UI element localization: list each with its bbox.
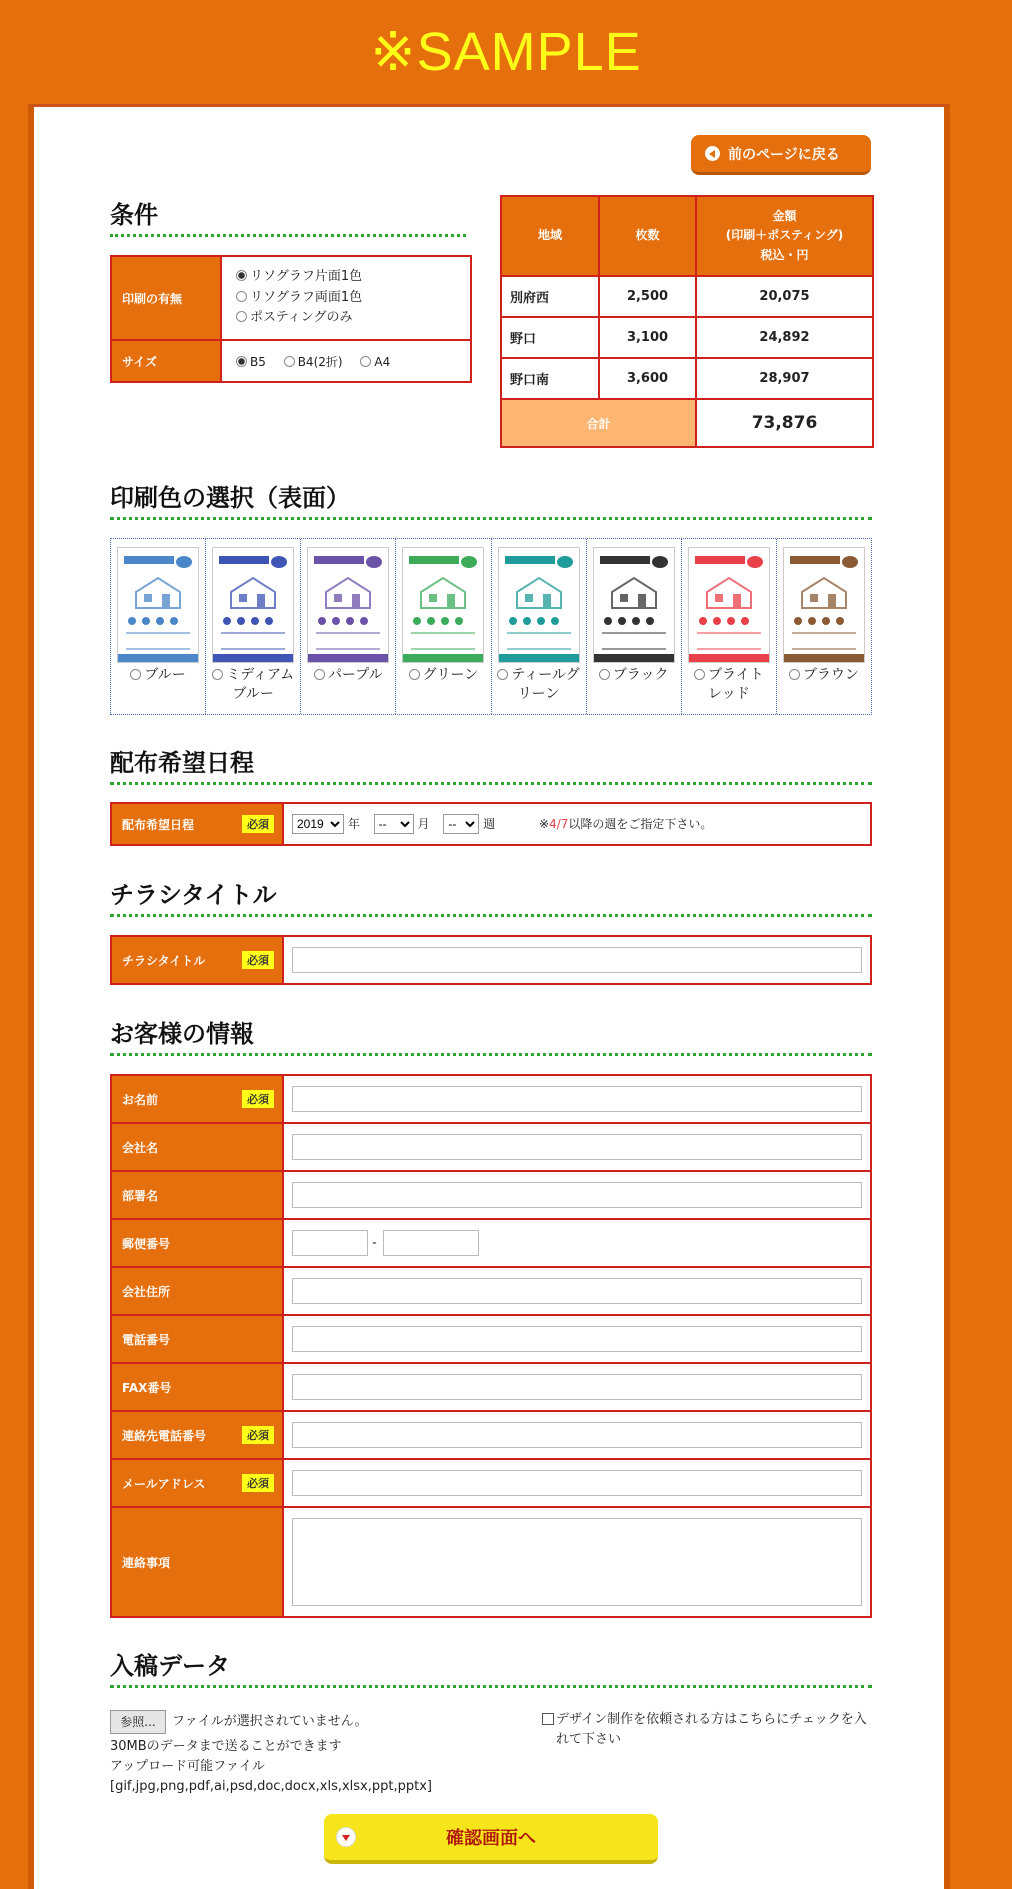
flyer-thumbnail — [783, 547, 865, 663]
conditions-title: 条件 — [110, 201, 158, 229]
size-option-a4[interactable]: A4 — [360, 355, 390, 369]
flyer-title-divider — [110, 914, 872, 917]
fax-label: FAX番号 — [111, 1363, 283, 1411]
required-badge: 必須 — [242, 951, 274, 969]
price-row — [501, 276, 873, 317]
customer-table — [110, 1074, 872, 1618]
back-arrow-icon — [705, 146, 720, 161]
required-badge: 必須 — [242, 1090, 274, 1108]
color-option[interactable] — [396, 539, 491, 714]
back-button[interactable] — [691, 135, 871, 175]
department-label: 部署名 — [111, 1171, 283, 1219]
fax-input[interactable] — [292, 1374, 862, 1400]
browse-button[interactable]: 参照... — [110, 1710, 166, 1734]
price-header-area: 地域 — [501, 196, 599, 276]
upload-types-label: アップロード可能ファイル — [110, 1759, 265, 1775]
color-label: グリーン — [422, 667, 479, 683]
color-label: ブライト レッド — [707, 667, 764, 702]
size-options — [221, 340, 471, 382]
print-option-1[interactable]: リソグラフ両面1色 — [236, 288, 470, 309]
form-sheet — [28, 104, 950, 1889]
color-options — [110, 538, 872, 715]
required-badge: 必須 — [242, 1474, 274, 1492]
color-option[interactable] — [111, 539, 206, 714]
zip-input-2[interactable] — [383, 1230, 479, 1256]
flyer-thumbnail — [212, 547, 294, 663]
size-option-b4[interactable]: B4(2折) — [284, 355, 343, 369]
sample-banner — [0, 0, 1012, 104]
schedule-note: ※4/7以降の週をご指定下さい。 — [539, 817, 713, 831]
phone-input[interactable] — [292, 1326, 862, 1352]
flyer-thumbnail — [593, 547, 675, 663]
color-label: ブラウン — [802, 667, 859, 683]
upload-title: 入稿データ — [110, 1652, 230, 1680]
color-label: ブルー — [144, 667, 186, 683]
flyer-thumbnail — [117, 547, 199, 663]
back-button-label: 前のページに戻る — [728, 146, 840, 163]
email-label: メールアドレス 必須 — [111, 1459, 283, 1507]
radio-icon[interactable] — [130, 669, 141, 680]
color-label: ブラック — [612, 667, 669, 683]
zip-separator: - — [372, 1235, 377, 1251]
flyer-thumbnail — [402, 547, 484, 663]
zip-input-1[interactable] — [292, 1230, 368, 1256]
upload-types: [gif,jpg,png,pdf,ai,psd,doc,docx,xls,xlsx,ppt,pptx] — [110, 1779, 432, 1795]
radio-icon[interactable] — [284, 356, 295, 367]
color-label: ミディアム ブルー — [226, 667, 295, 702]
address-input[interactable] — [292, 1278, 862, 1304]
price-area: 別府西 — [501, 276, 599, 317]
name-input[interactable] — [292, 1086, 862, 1112]
radio-icon[interactable] — [236, 270, 247, 281]
zip-label: 郵便番号 — [111, 1219, 283, 1267]
flyer-title-input[interactable] — [292, 947, 862, 973]
schedule-label: 配布希望日程 必須 — [111, 803, 283, 845]
print-color-title: 印刷色の選択（表面） — [110, 484, 350, 512]
radio-icon[interactable] — [212, 669, 223, 680]
phone-label: 電話番号 — [111, 1315, 283, 1363]
conditions-divider — [110, 234, 466, 237]
color-option[interactable] — [206, 539, 301, 714]
price-row — [501, 317, 873, 358]
conditions-table — [110, 255, 472, 383]
price-area: 野口南 — [501, 358, 599, 399]
price-row — [501, 358, 873, 399]
design-check-label: デザイン制作を依頼される方はこちらにチェックを入れて下さい — [556, 1712, 867, 1748]
contact-phone-label: 連絡先電話番号 必須 — [111, 1411, 283, 1459]
color-option[interactable] — [682, 539, 777, 714]
address-label: 会社住所 — [111, 1267, 283, 1315]
print-options — [221, 256, 471, 340]
price-amount: 24,892 — [696, 317, 873, 358]
size-label: サイズ — [111, 340, 221, 382]
contact-phone-input[interactable] — [292, 1422, 862, 1448]
company-input[interactable] — [292, 1134, 862, 1160]
print-label: 印刷の有無 — [111, 256, 221, 340]
price-amount: 20,075 — [696, 276, 873, 317]
year-unit: 年 — [347, 817, 360, 831]
price-amount: 28,907 — [696, 358, 873, 399]
color-option[interactable] — [777, 539, 871, 714]
radio-icon[interactable] — [314, 669, 325, 680]
color-option[interactable] — [301, 539, 396, 714]
flyer-title-table — [110, 935, 872, 985]
price-count: 2,500 — [599, 276, 696, 317]
name-label: お名前 必須 — [111, 1075, 283, 1123]
confirm-button-label: 確認画面へ — [446, 1828, 536, 1849]
price-count: 3,600 — [599, 358, 696, 399]
upload-divider — [110, 1685, 872, 1688]
flyer-thumbnail — [307, 547, 389, 663]
flyer-title-label: チラシタイトル 必須 — [111, 936, 283, 984]
upload-limit: 30MBのデータまで送ることができます — [110, 1739, 342, 1754]
size-option-b5[interactable]: B5 — [236, 355, 266, 369]
month-unit: 月 — [417, 817, 430, 831]
price-header-amount: 金額 (印刷＋ポスティング) 税込・円 — [696, 196, 873, 276]
print-color-divider — [110, 517, 872, 520]
price-table — [500, 195, 874, 448]
email-input[interactable] — [292, 1470, 862, 1496]
company-label: 会社名 — [111, 1123, 283, 1171]
radio-icon[interactable] — [599, 669, 610, 680]
no-file-text: ファイルが選択されていません。 — [172, 1714, 368, 1729]
notes-label: 連絡事項 — [111, 1507, 283, 1617]
radio-icon[interactable] — [236, 356, 247, 367]
radio-icon[interactable] — [360, 356, 371, 367]
design-check-option[interactable] — [542, 1710, 876, 1750]
down-arrow-icon — [336, 1827, 356, 1847]
confirm-button[interactable] — [324, 1814, 658, 1864]
required-badge: 必須 — [242, 815, 274, 833]
notes-textarea[interactable] — [292, 1518, 862, 1606]
design-checkbox[interactable] — [542, 1713, 554, 1725]
schedule-title: 配布希望日程 — [110, 749, 254, 777]
required-badge: 必須 — [242, 1426, 274, 1444]
radio-icon[interactable] — [789, 669, 800, 680]
schedule-table — [110, 802, 872, 846]
price-header-count: 枚数 — [599, 196, 696, 276]
color-option[interactable] — [587, 539, 682, 714]
radio-icon[interactable] — [236, 311, 247, 322]
radio-icon[interactable] — [409, 669, 420, 680]
color-label: パープル — [327, 667, 383, 683]
price-area: 野口 — [501, 317, 599, 358]
color-label: ティールグ リーン — [511, 667, 580, 702]
week-unit: 週 — [483, 817, 496, 831]
month-select[interactable] — [374, 814, 414, 834]
customer-title: お客様の情報 — [110, 1020, 254, 1048]
radio-icon[interactable] — [694, 669, 705, 680]
total-label: 合計 — [501, 399, 696, 447]
department-input[interactable] — [292, 1182, 862, 1208]
color-option[interactable] — [492, 539, 587, 714]
schedule-fields — [283, 803, 871, 845]
radio-icon[interactable] — [497, 669, 508, 680]
year-select[interactable] — [292, 814, 344, 834]
print-option-0[interactable]: リソグラフ片面1色 — [236, 267, 470, 288]
price-count: 3,100 — [599, 317, 696, 358]
flyer-thumbnail — [688, 547, 770, 663]
flyer-thumbnail — [498, 547, 580, 663]
upload-info — [110, 1737, 432, 1797]
week-select[interactable] — [443, 814, 479, 834]
print-option-2[interactable]: ポスティングのみ — [236, 308, 470, 329]
flyer-title-heading: チラシタイトル — [110, 881, 277, 909]
radio-icon[interactable] — [236, 291, 247, 302]
customer-divider — [110, 1053, 872, 1056]
schedule-divider — [110, 782, 872, 785]
total-value: 73,876 — [696, 399, 873, 447]
sample-text: ※SAMPLE — [370, 22, 642, 82]
